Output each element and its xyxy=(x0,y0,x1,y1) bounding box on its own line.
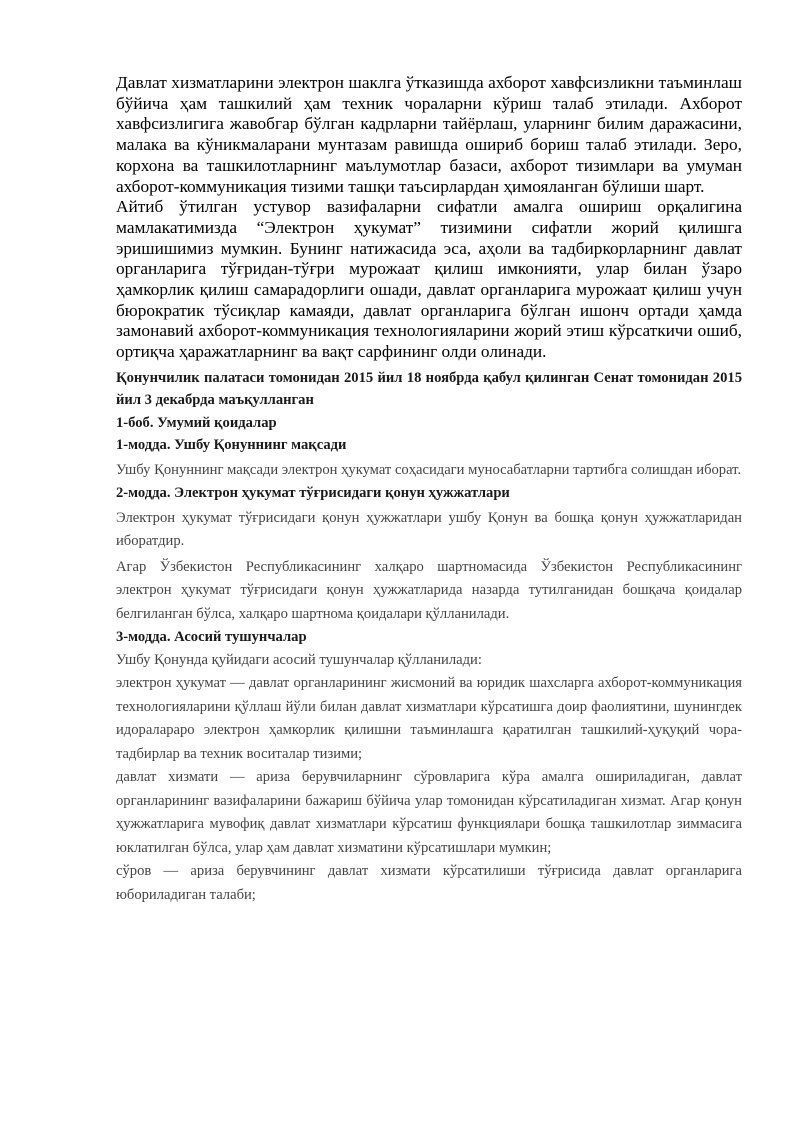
intro-paragraph-1: Давлат хизматларини электрон шаклга ўтказишда ахборот хавфсизликни таъминлаш бўйича ҳам ташкилий ҳам техник чораларни кўриш талаб этилади. Ахборот хавфсизлигига жавобгар бўлган кадрларни тайёрлаш, уларнинг билим даражасини, малака ва кўникмаларани мунтазам равишда ошириб бориш талаб этилади. Зеро, корхона ва ташкилотларнинг маълумотлар базаси, ахборот тизимлари ва умуман ахборот-коммуникация тизими ташқи таъсирлардан ҳимояланган бўлиши шарт. xyxy=(116,73,742,196)
document-page xyxy=(116,73,742,907)
article3-definition-3: сўров — ариза берувчининг давлат хизмати кўрсатилиши тўғрисида давлат органларига юбориладиган талаби; xyxy=(116,863,742,903)
article3-intro: Ушбу Қонунда қуйидаги асосий тушунчалар қўлланилади: xyxy=(116,651,482,668)
article1-text: Ушбу Қонуннинг мақсади электрон ҳукумат соҳасидаги муносабатларни тартибга солишдан иборат. xyxy=(116,461,742,478)
article3-title: 3-модда. Асосий тушунчалар xyxy=(116,629,307,646)
chapter-title: 1-боб. Умумий қоидалар xyxy=(116,414,277,431)
article1-title: 1-модда. Ушбу Қонуннинг мақсади xyxy=(116,437,347,454)
law-adoption-note: Қонунчилик палатаси томонидан 2015 йил 18 ноябрда қабул қилинган Сенат томонидан 2015 йил 3 декабрда маъқулланган xyxy=(116,369,742,409)
article2-text-1: Электрон ҳукумат тўғрисидаги қонун ҳужжатлари ушбу Қонун ва бошқа қонун ҳужжатларидан иборатдир. xyxy=(116,509,742,550)
article2-title: 2-модда. Электрон ҳукумат тўғрисидаги қонун ҳужжатлари xyxy=(116,485,510,502)
article3-definition-2: давлат хизмати — ариза берувчиларнинг сўровларига кўра амалга ошириладиган, давлат органларининг вазифаларини бажариш бўйича улар томонидан кўрсатиладиган хизмат. Агар қонун ҳужжатларига мувофиқ давлат хизматлари кўрсатиш функциялари бошқа ташкилотлар зиммасига юклатилган бўлса, улар ҳам давлат хизматини кўрсатишлари мумкин; xyxy=(116,769,742,856)
intro-paragraph-2: Айтиб ўтилган устувор вазифаларни сифатли амалга ошириш орқалигина мамлакатимизда “Электрон ҳукумат” тизимини сифатли жорий қилишга эришишимиз мумкин. Бунинг натижасида эса, аҳоли ва тадбиркорларнинг давлат органларига тўғридан-тўғри мурожаат қилиш имконияти, улар билан ўзаро ҳамкорлик қилиш самарадорлиги ошади, давлат органларига мурожаат қилиш учун бюрократик тўсиқлар камаяди, давлат органларига бўлган ишонч ортади ҳамда замонавий ахборот-коммуникация технологияларини жорий этиш кўрсаткичи ошиб, ортиқча ҳаражатларнинг ва вақт сарфининг олди олинади. xyxy=(116,197,742,362)
article3-definition-1: электрон ҳукумат — давлат органларининг жисмоний ва юридик шахсларга ахборот-коммуникация технологияларини қўллаш йўли билан давлат хизматлари кўрсатишга доир фаолиятини, шунингдек идоралараро электрон ҳамкорлик қилишни таъминлашга қаратилган ташкилий-ҳуқуқий чора-тадбирлар ва техник воситалар тизими; xyxy=(116,675,742,762)
article2-text-2: Агар Ўзбекистон Республикасининг халқаро шартномасида Ўзбекистон Республикасининг электрон ҳукумат тўғрисидаги қонун ҳужжатларида назарда тутилганидан бошқача қоидалар белгиланган бўлса, халқаро шартнома қоидалари қўлланилади. xyxy=(116,558,742,622)
